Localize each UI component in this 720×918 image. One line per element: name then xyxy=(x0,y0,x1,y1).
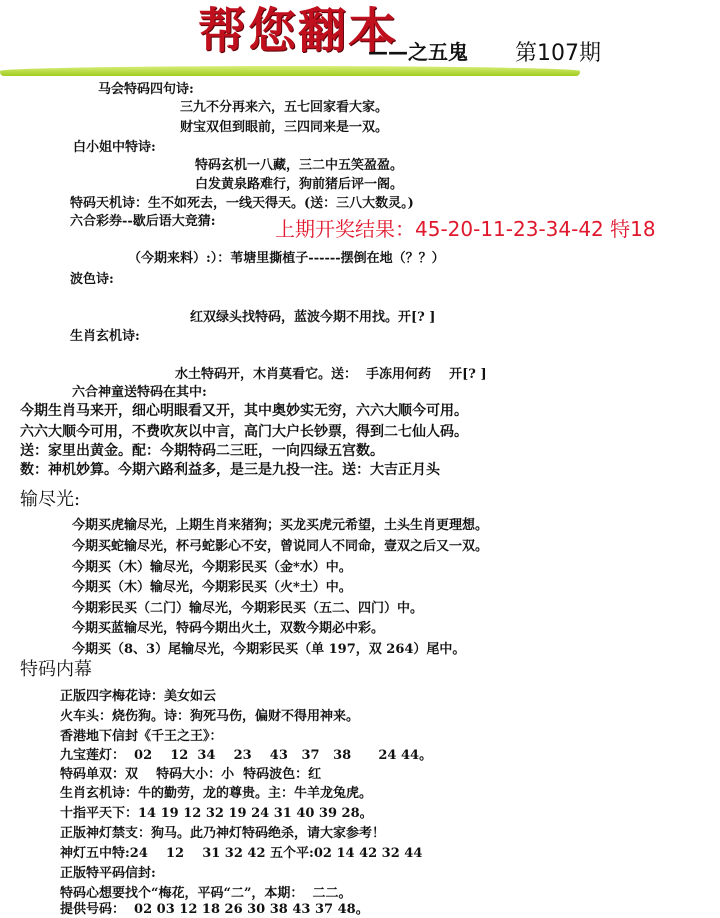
bai-line: 特码玄机一八藏，三二中五笑盈盈。 xyxy=(195,158,404,173)
shentong-line: 今期生肖马来开，细心明眼看又开，其中奥妙实无穷，六六大顺今可用。 xyxy=(20,403,468,419)
section-title-shujinguang: 输尽光: xyxy=(20,489,81,510)
list-item: 正版神灯禁支：狗马。此乃神灯特码绝杀，请大家参考！ xyxy=(60,826,386,841)
list-item: 生肖玄机诗：牛的勤劳，龙的尊贵。主：牛羊龙兔虎。 xyxy=(60,786,373,801)
list-item: 今期买虎输尽光，上期生肖来猪狗；买龙买虎元希望，土头生肖更理想。 xyxy=(72,518,489,533)
bose-title: 波色诗: xyxy=(70,272,114,287)
list-item: 十指平天下：14 19 12 32 19 24 31 40 39 28。 xyxy=(60,806,373,821)
mahui-title: 马会特码四句诗: xyxy=(98,82,194,97)
xiehouyu-line: （今期来料）:）：苇塘里撕植子------摆倒在地（？？） xyxy=(128,251,445,266)
list-item: 今期彩民买（二门）输尽光，今期彩民买（五二、四门）中。 xyxy=(72,601,424,616)
list-item: 今期买（木）输尽光，今期彩民买（金*水）中。 xyxy=(72,560,352,575)
tianji-poem: 特码天机诗：生不如死去，一线天得天。(送：三八大数灵。) xyxy=(70,196,414,211)
bai-title: 白小姐中特诗: xyxy=(73,140,156,155)
mahui-line: 三九不分再来六，五七回家看大家。 xyxy=(180,100,389,115)
shentong-title: 六合神童送特码在其中: xyxy=(72,385,207,400)
shengxiao-title: 生肖玄机诗: xyxy=(70,329,140,344)
last-draw-result: 上期开奖结果：45-20-11-23-34-42 特18 xyxy=(275,217,656,241)
list-item: 特码心想要找个“梅花，平码“二”，本期： 二二。 xyxy=(60,886,352,901)
list-item: 今期买（8、3）尾输尽光，今期彩民买（单 197，双 264）尾中。 xyxy=(72,642,466,657)
bose-line: 红双绿头找特码，蓝波今期不用找。开[? ] xyxy=(190,310,436,325)
list-item: 火车头：烧伤狗。诗：狗死马伤，偏财不得用神来。 xyxy=(60,709,360,724)
shentong-line: 六六大顺今可用，不费吹灰以中言，高门大户长钞票，得到二七仙人码。 xyxy=(20,424,468,440)
green-banner-bar xyxy=(0,66,580,76)
shentong-line: 数：神机妙算。今期六路利益多，是三是九投一注。送：大吉正月头 xyxy=(20,462,440,478)
subtitle: ——之五鬼 xyxy=(368,40,468,64)
xiehouyu-title: 六合彩券--歇后语大竞猜: xyxy=(70,214,216,229)
list-item: 神灯五中特:24 12 31 32 42 五个平:02 14 42 32 44 xyxy=(60,846,423,861)
bai-line: 白发黄泉路难行，狗前猪后评一阁。 xyxy=(195,177,404,192)
mahui-line: 财宝双但到眼前，三四同来是一双。 xyxy=(180,120,389,135)
list-item: 今期买（木）输尽光，今期彩民买（火*土）中。 xyxy=(72,580,352,595)
issue-number: 第107期 xyxy=(515,41,601,66)
logo-title: 帮您翻本 xyxy=(198,3,399,59)
list-item: 特码单双：双 特码大小：小 特码波色：红 xyxy=(60,767,322,782)
shengxiao-line: 水土特码开，木肖莫看它。送： 手冻用何药 开[? ] xyxy=(175,367,487,382)
list-item: 提供号码： 02 03 12 18 26 30 38 43 37 48。 xyxy=(60,902,369,917)
shentong-line: 送：家里出黄金。配：今期特码二三旺，一向四绿五宫数。 xyxy=(20,443,384,459)
list-item: 今期买蛇输尽光，杯弓蛇影心不安，曾说同人不同命，壹双之后又一双。 xyxy=(72,539,489,554)
watermark xyxy=(200,48,203,57)
section-title-neimu: 特码内幕 xyxy=(20,659,92,680)
list-item: 正版特平码信封: xyxy=(60,866,156,881)
list-item: 今期买蓝输尽光，特码今期出火土，双数今期必中彩。 xyxy=(72,621,385,636)
list-item: 香港地下信封《千王之王》： xyxy=(60,729,223,744)
list-item: 九宝莲灯： 02 12 34 23 43 37 38 24 44。 xyxy=(60,748,433,763)
list-item: 正版四字梅花诗：美女如云 xyxy=(60,689,217,704)
